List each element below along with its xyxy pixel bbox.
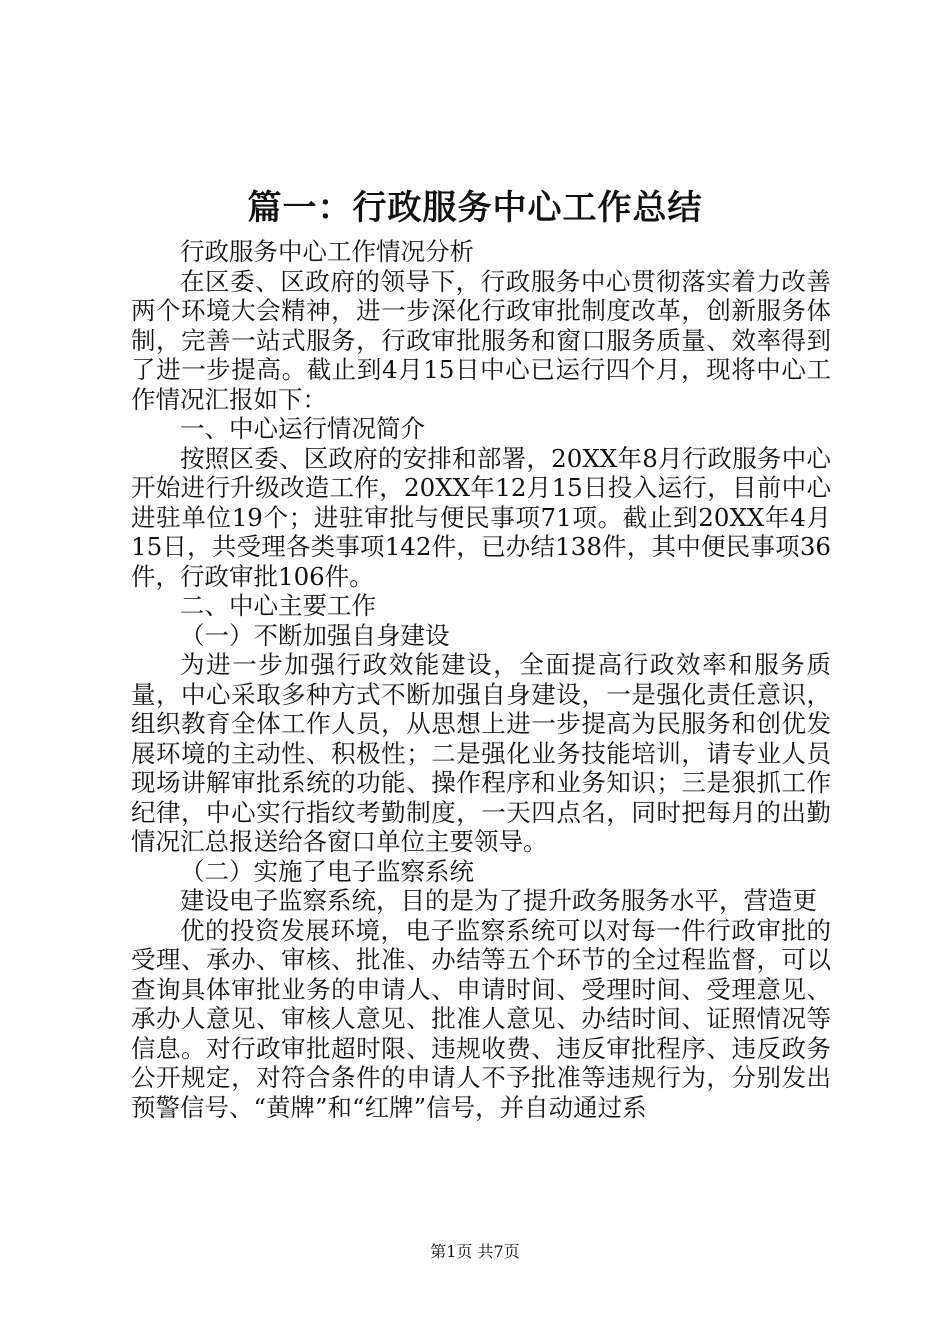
- paragraph-supervision-cont: 优的投资发展环境，电子监察系统可以对每一件行政审批的受理、承办、审核、批准、办结等五个环节的全过程监督，可以查询具体审批业务的申请人、申请时间、受理时间、受理意见、承办人意见、审核人意见、批准人意见、办结时间、证照情况等信息。对行政审批超时限、违规收费、违反审批程序、违反政务公开规定，对符合条件的申请人不予批准等违规行为，分别发出预警信号、“黄牌”和“红牌”信号，并自动通过系: [131, 915, 831, 1122]
- subsection-heading-1: （一）不断加强自身建设: [180, 620, 450, 650]
- paragraph-subtitle: 行政服务中心工作情况分析: [180, 237, 474, 266]
- section-heading-2: 二、中心主要工作: [180, 591, 376, 620]
- document-title: 篇一：行政服务中心工作总结: [247, 188, 703, 228]
- page-number-footer: 第1页 共7页: [430, 1242, 520, 1261]
- paragraph-intro: 在区委、区政府的领导下，行政服务中心贯彻落实着力改善两个环境大会精神，进一步深化行政审批制度改革，创新服务体制，完善一站式服务，行政审批服务和窗口服务质量、效率得到了进一步提高。截止到4月15日中心已运行四个月，现将中心工作情况汇报如下：: [131, 266, 831, 414]
- paragraph-supervision-start: 建设电子监察系统，目的是为了提升政务服务水平，营造更: [180, 886, 817, 915]
- paragraph-operation: 按照区委、区政府的安排和部署，20XX年8月行政服务中心开始进行升级改造工作，20XX年12月15日投入运行，目前中心进驻单位19个；进驻审批与便民事项71项。截止到20XX年4月15日，共受理各类事项142件，已办结138件，其中便民事项36件，行政审批106件。: [131, 443, 831, 591]
- document-body: [131, 237, 831, 1122]
- paragraph-self-building: 为进一步加强行政效能建设，全面提高行政效率和服务质量，中心采取多种方式不断加强自身建设，一是强化责任意识，组织教育全体工作人员，从思想上进一步提高为民服务和创优发展环境的主动性、积极性；二是强化业务技能培训，请专业人员现场讲解审批系统的功能、操作程序和业务知识；三是狠抓工作纪律，中心实行指纹考勤制度，一天四点名，同时把每月的出勤情况汇总报送给各窗口单位主要领导。: [131, 650, 831, 856]
- subsection-heading-2: （二）实施了电子监察系统: [180, 856, 474, 886]
- section-heading-1: 一、中心运行情况简介: [180, 414, 425, 443]
